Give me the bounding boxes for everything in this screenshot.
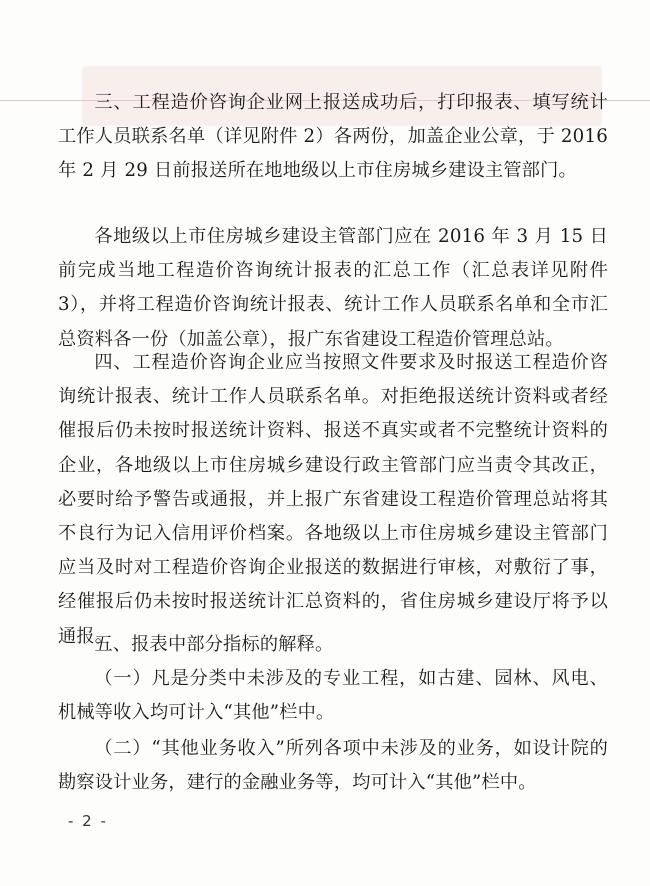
paragraph-text: 五、报表中部分指标的解释。 xyxy=(94,634,334,655)
paragraph-section-5-item-1 xyxy=(58,662,608,730)
paragraph-text: 三、工程造价咨询企业网上报送成功后，打印报表、填写统计工作人员联系名单（详见附件 2）各两份，加盖企业公章，于 2016 年 2 月 29 日前报送所在地地级以上市住房城乡建设主管部门。 xyxy=(58,92,608,182)
paragraph-summary-requirements xyxy=(58,220,608,357)
paragraph-text: 各地级以上市住房城乡建设主管部门应在 2016 年 3 月 15 日前完成当地工程造价咨询统计报表的汇总工作（汇总表详见附件 3），并将工程造价咨询统计报表、统计工作人员联系名单和全市汇总资料各一份（加盖公章），报广东省建设工程造价管理总站。 xyxy=(58,226,608,350)
paragraph-section-3 xyxy=(58,86,608,189)
paragraph-text: 四、工程造价咨询企业应当按照文件要求及时报送工程造价咨询统计报表、统计工作人员联系名单。对拒绝报送统计资料或者经催报后仍未按时报送统计资料、报送不真实或者不完整统计资料的企业，各地级以上市住房城乡建设行政主管部门应当责令其改正，必要时给予警告或通报，并上报广东省建设工程造价管理总站将其不良行为记入信用评价档案。各地级以上市住房城乡建设主管部门应当及时对工程造价咨询企业报送的数据进行审核，对敷衍了事，经催报后仍未按时报送统计汇总资料的，省住房城乡建设厅将予以通报。 xyxy=(58,352,608,647)
paragraph-text: （二）“其他业务收入”所列各项中未涉及的业务，如设计院的勘察设计业务，建行的金融业务等，均可计入“其他”栏中。 xyxy=(58,738,608,794)
paragraph-section-4 xyxy=(58,346,608,654)
paragraph-section-5-item-2 xyxy=(58,732,608,800)
page-number: - 2 - xyxy=(68,812,108,830)
paragraph-text: （一）凡是分类中未涉及的专业工程，如古建、园林、风电、机械等收入均可计入“其他”栏中。 xyxy=(58,668,608,724)
paragraph-section-5-heading xyxy=(58,628,608,662)
